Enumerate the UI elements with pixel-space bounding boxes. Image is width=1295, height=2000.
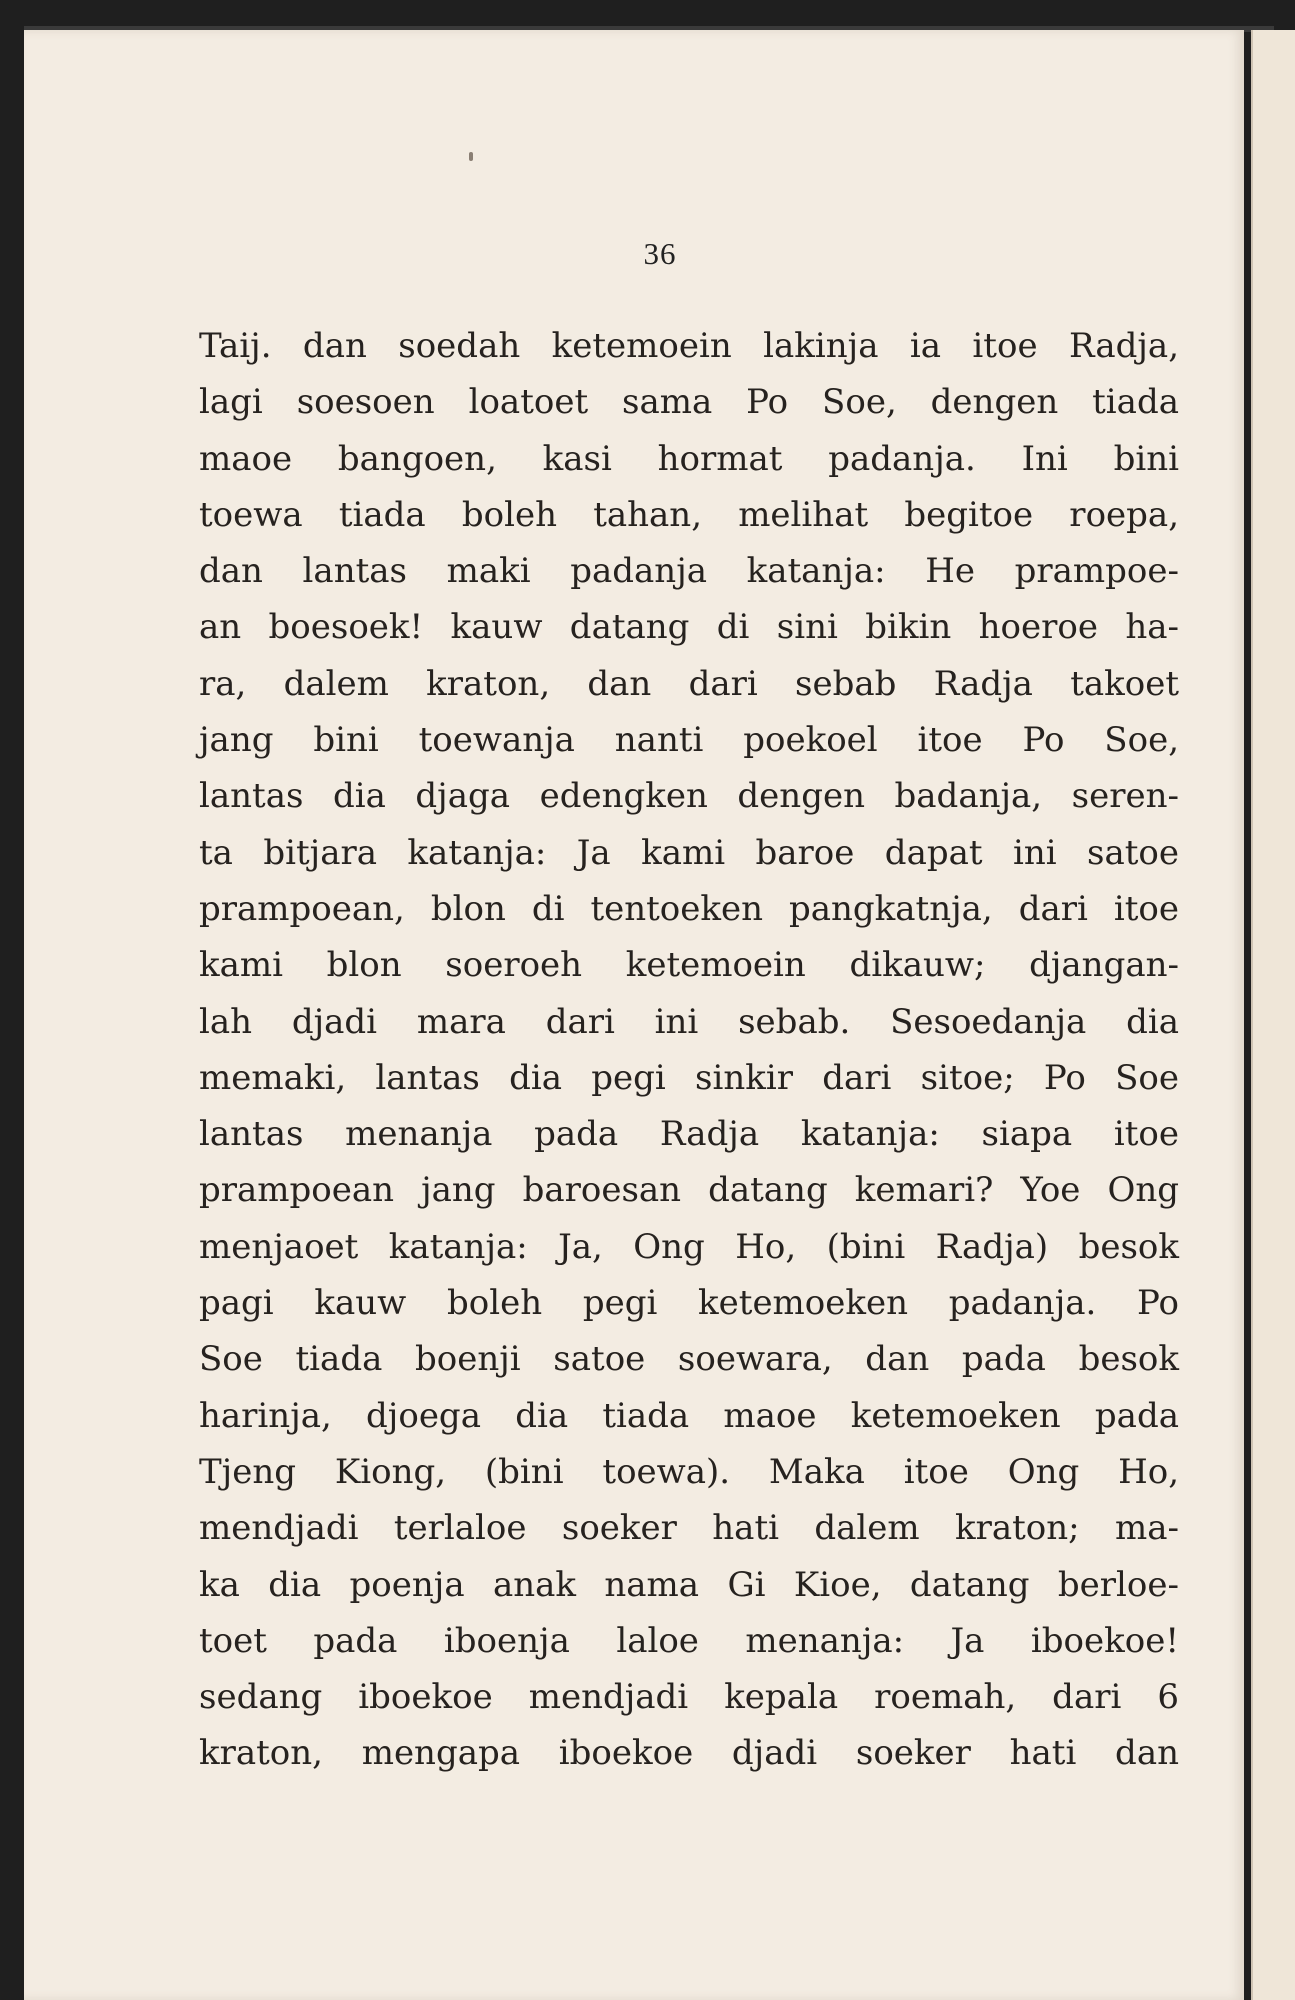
text-line: dan lantas maki padanja katanja: He prampoe- [199, 551, 1179, 592]
text-line: Tjeng Kiong, (bini toewa). Maka itoe Ong Ho, [199, 1451, 1179, 1492]
text-line: lantas menanja pada Radja katanja: siapa itoe [199, 1114, 1179, 1155]
text-line: mendjadi terlaloe soeker hati dalem kraton; ma- [199, 1508, 1179, 1549]
text-line: lagi soesoen loatoet sama Po Soe, dengen tiada [199, 382, 1179, 423]
ink-speck [469, 152, 473, 161]
text-line: harinja, djoega dia tiada maoe ketemoeken pada [199, 1395, 1179, 1436]
text-line: memaki, lantas dia pegi sinkir dari sitoe; Po Soe [199, 1057, 1179, 1098]
text-line: toet pada iboenja laloe menanja: Ja iboekoe! [199, 1620, 1179, 1661]
text-line: maoe bangoen, kasi hormat padanja. Ini bini [199, 438, 1179, 479]
text-line: lantas dia djaga edengken dengen badanja, seren- [199, 776, 1179, 817]
text-line: jang bini toewanja nanti poekoel itoe Po Soe, [199, 720, 1179, 761]
text-line: kraton, mengapa iboekoe djadi soeker hati dan [199, 1733, 1179, 1774]
text-line: sedang iboekoe mendjadi kepala roemah, dari 6 [199, 1677, 1179, 1718]
text-line: prampoean, blon di tentoeken pangkatnja, dari itoe [199, 888, 1179, 929]
text-line: an boesoek! kauw datang di sini bikin hoeroe ha- [199, 607, 1179, 648]
text-line: ta bitjara katanja: Ja kami baroe dapat ini satoe [199, 832, 1179, 873]
page-number: 36 [643, 236, 677, 271]
text-line: kami blon soeroeh ketemoein dikauw; djangan- [199, 945, 1179, 986]
body-text [199, 318, 1179, 1782]
text-line: ra, dalem kraton, dan dari sebab Radja takoet [199, 663, 1179, 704]
text-line: Soe tiada boenji satoe soewara, dan pada besok [199, 1339, 1179, 1380]
text-line: prampoean jang baroesan datang kemari? Yoe Ong [199, 1170, 1179, 1211]
text-line: Taij. dan soedah ketemoein lakinja ia itoe Radja, [199, 326, 1179, 366]
text-line: pagi kauw boleh pegi ketemoeken padanja. Po [199, 1283, 1179, 1324]
text-line: lah djadi mara dari ini sebab. Sesoedanja dia [199, 1001, 1179, 1042]
text-line: menjaoet katanja: Ja, Ong Ho, (bini Radja) besok [199, 1226, 1179, 1267]
next-page-edge [1251, 30, 1295, 2000]
text-line: ka dia poenja anak nama Gi Kioe, datang berloe- [199, 1564, 1179, 1605]
text-line: toewa tiada boleh tahan, melihat begitoe roepa, [199, 494, 1179, 535]
